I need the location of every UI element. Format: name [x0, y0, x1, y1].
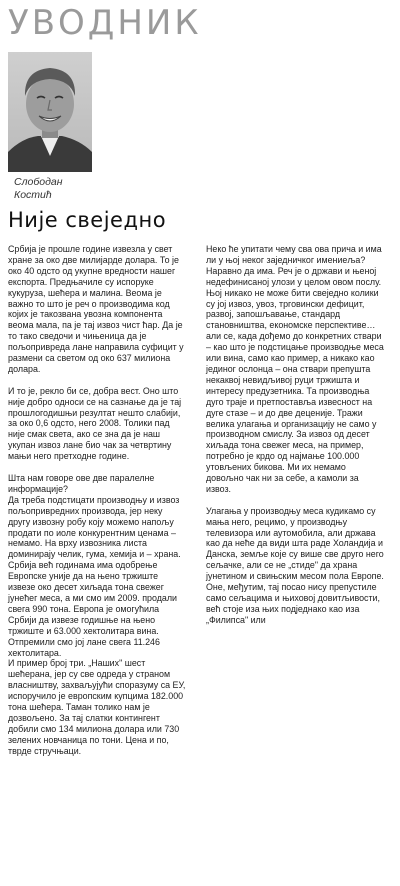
- paragraph: Неко ће упитати чему сва ова прича и има ли у њој неког заједничког имениеља? Наравно да има. Реч је о држави и њеној недефинисаној улози у целом овом послу.: [206, 244, 382, 287]
- article-column-left: [8, 244, 186, 767]
- section-label: УВОДНИК: [8, 3, 202, 43]
- paragraph: Њој никако не може бити свеједно колики су јој извоз, увоз, трговински дефицит, развој, запошљавање, стандард становништва, економске перспективе… али се, када дођемо до конкретних ствари – као што је подстицање производње меса или вина, само као пример, а никако као јединог ослонца – она ствари препушта некаквој невидљивој руци тржишта и интересу предузетника. Та производња дуго траје и претпоставља извесност на дуге стазе – и до две деценије. Тражи велика улагања и организацију не само у производном смислу. За извоз од десет хиљада тона свежег меса, на пример, потребно је крдо од најмање 100.000 утовљених бикова. Ми их немамо довољно чак ни за себе, а камоли за извоз.: [206, 287, 384, 494]
- article-column-right: [206, 244, 384, 637]
- author-photo: [8, 52, 92, 172]
- paragraph: И то је, рекло би се, добра вест. Оно што није добро односи се на сазнање да је тај прошлогодишњи резултат нешто слабији, за око 0,6 одсто, него 2008. Толики пад није смак света, ако се зна да је наш укупан извоз лане био чак за четвртину мањи него претходне године.: [8, 385, 182, 462]
- paragraph: Шта нам говоре ове две паралелне информације?: [8, 473, 155, 494]
- paragraph: Да треба подстицати производњу и извоз пољопривредних производа, јер неку другу извозну робу коју можемо напољу продати по иоле конкурентним ценама – немамо. На врху извозника листа доминирају челик, гума, хемија и – храна. Србија већ годинама има одобрење Европске уније да на њено тржиште извезе око десет хиљада тона свежег јунећег меса, а ми смо им 2009. продали свега 990 тона. Европа је омогућила Србији да извезе годишње на њено тржиште и 63.000 хектолитара вина. Отпремили смо јој лане свега 11.246 хектолитара.: [8, 494, 181, 658]
- author-portrait-image: [8, 52, 92, 172]
- article-headline: Није свеједно: [8, 208, 167, 232]
- author-last-name: Костић: [14, 189, 52, 201]
- paragraph: И пример број три. „Наших" шест шећерана, јер су све одреда у страном власништву, захваљујући споразуму са ЕУ, испоручило је европским купцима 182.000 тона шећера. Таман толико нам је дозвољено. За тај слатки контингент добили смо 134 милиона долара или 730 зелених новчаница по тони. Цена и по, тврде стручњаци.: [8, 658, 186, 756]
- paragraph: Улагања у производњу меса кудикамо су мања него, рецимо, у производњу телевизора или аутомобила, али држава као да неће да види шта раде Холандија и Данска, земље које су више све друго него сељачке, али се не „стиде" да храна јунетином и свињским месом пола Европе. Оне, међутим, тај посао нису препустиле само сељацима и њиховој довитљивости, већ стоје иза њих подједнако као иза „Филипса" или: [206, 505, 384, 625]
- author-first-name: Слободан: [14, 176, 63, 188]
- author-byline: [14, 176, 63, 202]
- paragraph: Србија је прошле године извезла у свет хране за око две милијарде долара. То је око 40 одсто од укупне вредности нашег експорта. Предњачиле су испоруке кукуруза, шећера и малина. Веома је важно то што је реч о производима код којих је такозвана увозна компонента веома мала, па је тај извоз чист ћар. Да је то тако сведочи и чињеница да је пољопривреда лане направила суфицит у размени са светом од око 637 милиона долара.: [8, 244, 184, 374]
